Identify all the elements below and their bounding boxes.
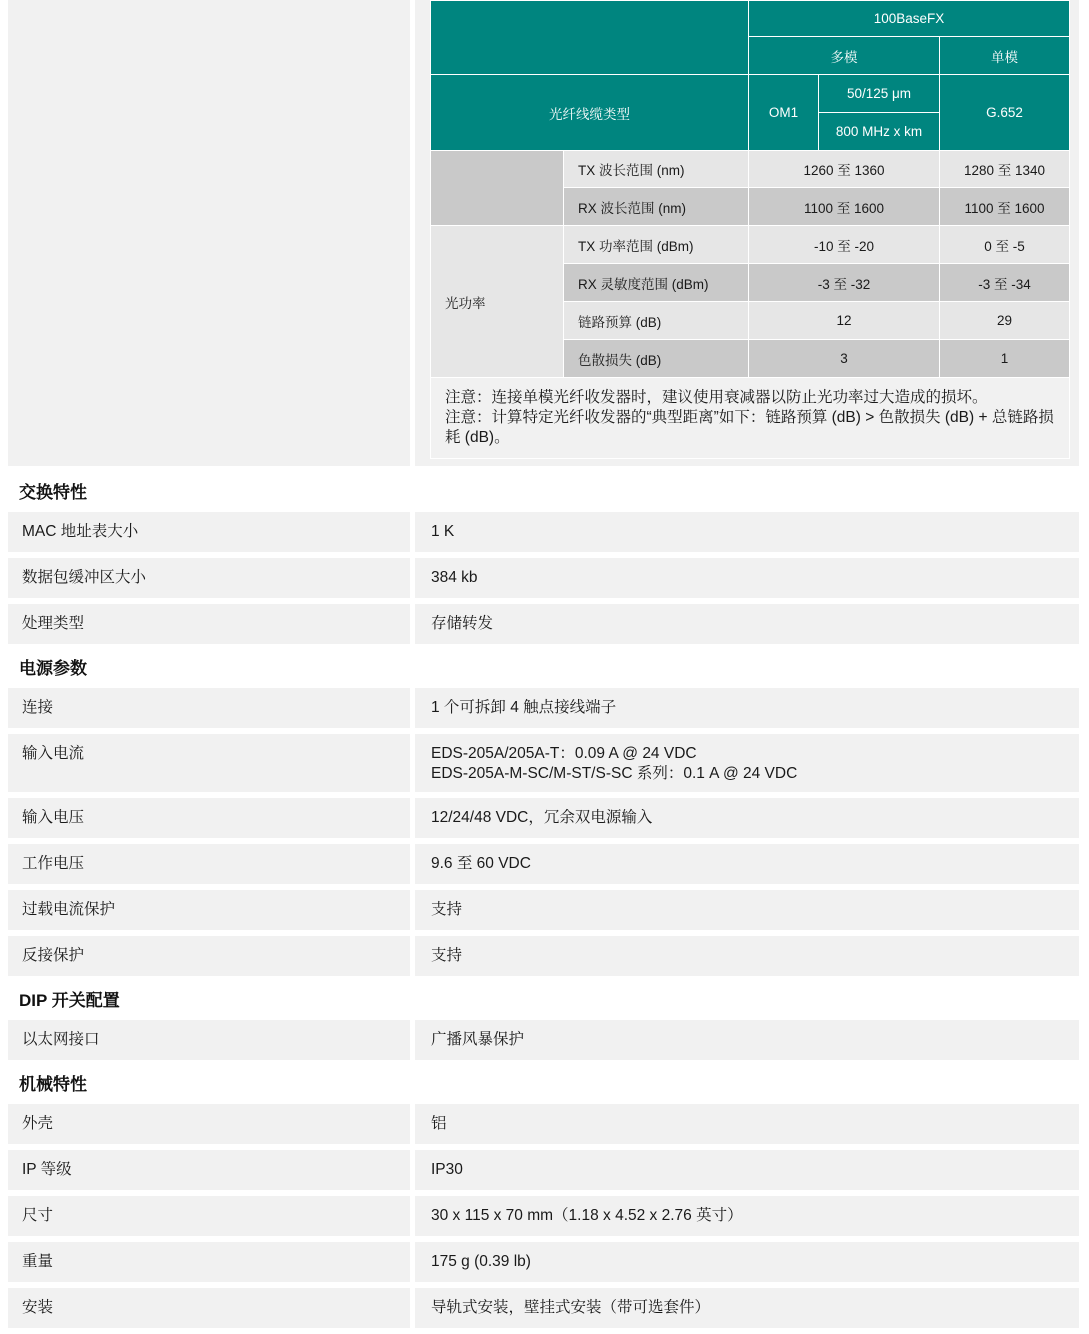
- spec-value: 支持: [415, 936, 1079, 976]
- spec-value: 广播风暴保护: [415, 1020, 1079, 1060]
- spec-row: [8, 512, 1079, 552]
- spec-key: 尺寸: [8, 1196, 410, 1236]
- row-multimode-value: 1260 至 1360: [749, 151, 940, 188]
- row-multimode-value: -3 至 -32: [749, 264, 940, 302]
- spec-row: [8, 936, 1079, 976]
- spec-row: [8, 1104, 1079, 1144]
- spec-row: [8, 1150, 1079, 1190]
- spec-key: 连接: [8, 688, 410, 728]
- spec-value-line: EDS-205A-M-SC/M-ST/S-SC 系列：0.1 A @ 24 VDC: [431, 765, 798, 782]
- spec-key: 以太网接口: [8, 1020, 410, 1060]
- row-singlemode-value: 1280 至 1340: [940, 151, 1070, 188]
- spec-value: 1 K: [415, 512, 1079, 552]
- spec-value: [415, 734, 1079, 792]
- spec-row: [8, 734, 1079, 792]
- wavelength-group-cell: [431, 151, 564, 226]
- row-multimode-value: 12: [749, 302, 940, 340]
- spec-key: 过载电流保护: [8, 890, 410, 930]
- cable-om1: OM1: [749, 75, 819, 151]
- spec-row: [8, 890, 1079, 930]
- table-header-empty: [431, 1, 749, 75]
- spec-value: 30 x 115 x 70 mm（1.18 x 4.52 x 2.76 英寸）: [415, 1196, 1079, 1236]
- header-singlemode: 单模: [940, 37, 1070, 75]
- spec-key: 重量: [8, 1242, 410, 1282]
- row-singlemode-value: 0 至 -5: [940, 226, 1070, 264]
- spec-key: 工作电压: [8, 844, 410, 884]
- spec-row: [8, 1020, 1079, 1060]
- note-attenuator: 注意：连接单模光纤收发器时，建议使用衰减器以防止光功率过大造成的损坏。: [445, 389, 988, 406]
- spec-key: 输入电压: [8, 798, 410, 838]
- spec-row: [8, 558, 1079, 598]
- spec-row: [8, 1196, 1079, 1236]
- cable-type-label: 光纤线缆类型: [431, 75, 749, 151]
- row-multimode-value: 3: [749, 340, 940, 378]
- cable-fiber-size: 50/125 μm: [819, 75, 940, 113]
- row-singlemode-value: -3 至 -34: [940, 264, 1070, 302]
- spec-value: 175 g (0.39 lb): [415, 1242, 1079, 1282]
- optical-power-label: 光功率: [431, 226, 564, 378]
- spec-key: 安装: [8, 1288, 410, 1328]
- spec-value: 9.6 至 60 VDC: [415, 844, 1079, 884]
- spec-value: 支持: [415, 890, 1079, 930]
- spec-row: [8, 844, 1079, 884]
- spec-row: [8, 604, 1079, 644]
- header-100basefx: 100BaseFX: [749, 1, 1070, 37]
- spec-value-line: EDS-205A/205A-T：0.09 A @ 24 VDC: [431, 745, 697, 762]
- spec-key: IP 等级: [8, 1150, 410, 1190]
- table-notes: [431, 378, 1070, 459]
- spec-key: 反接保护: [8, 936, 410, 976]
- section-title-dip: DIP 开关配置: [19, 991, 120, 1010]
- cable-bandwidth: 800 MHz x km: [819, 113, 940, 151]
- fiber-spec-key-cell: [8, 0, 410, 466]
- row-singlemode-value: 1100 至 1600: [940, 188, 1070, 226]
- fiber-spec-block: [8, 0, 1079, 466]
- row-label: RX 波长范围 (nm): [564, 188, 749, 226]
- cable-g652: G.652: [940, 75, 1070, 151]
- spec-sections: [8, 474, 1079, 1334]
- row-label: TX 功率范围 (dBm): [564, 226, 749, 264]
- row-multimode-value: 1100 至 1600: [749, 188, 940, 226]
- row-singlemode-value: 1: [940, 340, 1070, 378]
- section-title-switching: 交换特性: [19, 483, 87, 502]
- spec-value: IP30: [415, 1150, 1079, 1190]
- spec-key: 处理类型: [8, 604, 410, 644]
- section-title-power: 电源参数: [19, 659, 87, 678]
- spec-row: [8, 1242, 1079, 1282]
- spec-value: 存储转发: [415, 604, 1079, 644]
- row-label: TX 波长范围 (nm): [564, 151, 749, 188]
- spec-value: 导轨式安装，壁挂式安装（带可选套件）: [415, 1288, 1079, 1328]
- spec-value: 1 个可拆卸 4 触点接线端子: [415, 688, 1079, 728]
- spec-key: 外壳: [8, 1104, 410, 1144]
- fiber-spec-table: [430, 0, 1070, 459]
- row-multimode-value: -10 至 -20: [749, 226, 940, 264]
- row-label: RX 灵敏度范围 (dBm): [564, 264, 749, 302]
- spec-key: MAC 地址表大小: [8, 512, 410, 552]
- note-typical-distance: 注意：计算特定光纤收发器的“典型距离”如下：链路预算 (dB) > 色散损失 (dB) + 总链路损耗 (dB)。: [445, 409, 1054, 446]
- spec-key: 输入电流: [8, 734, 410, 792]
- row-singlemode-value: 29: [940, 302, 1070, 340]
- spec-value: 铝: [415, 1104, 1079, 1144]
- row-label: 链路预算 (dB): [564, 302, 749, 340]
- spec-row: [8, 1288, 1079, 1328]
- spec-value: 12/24/48 VDC，冗余双电源输入: [415, 798, 1079, 838]
- spec-key: 数据包缓冲区大小: [8, 558, 410, 598]
- spec-value: 384 kb: [415, 558, 1079, 598]
- section-title-mechanical: 机械特性: [19, 1075, 87, 1094]
- spec-row: [8, 688, 1079, 728]
- header-multimode: 多模: [749, 37, 940, 75]
- row-label: 色散损失 (dB): [564, 340, 749, 378]
- spec-row: [8, 798, 1079, 838]
